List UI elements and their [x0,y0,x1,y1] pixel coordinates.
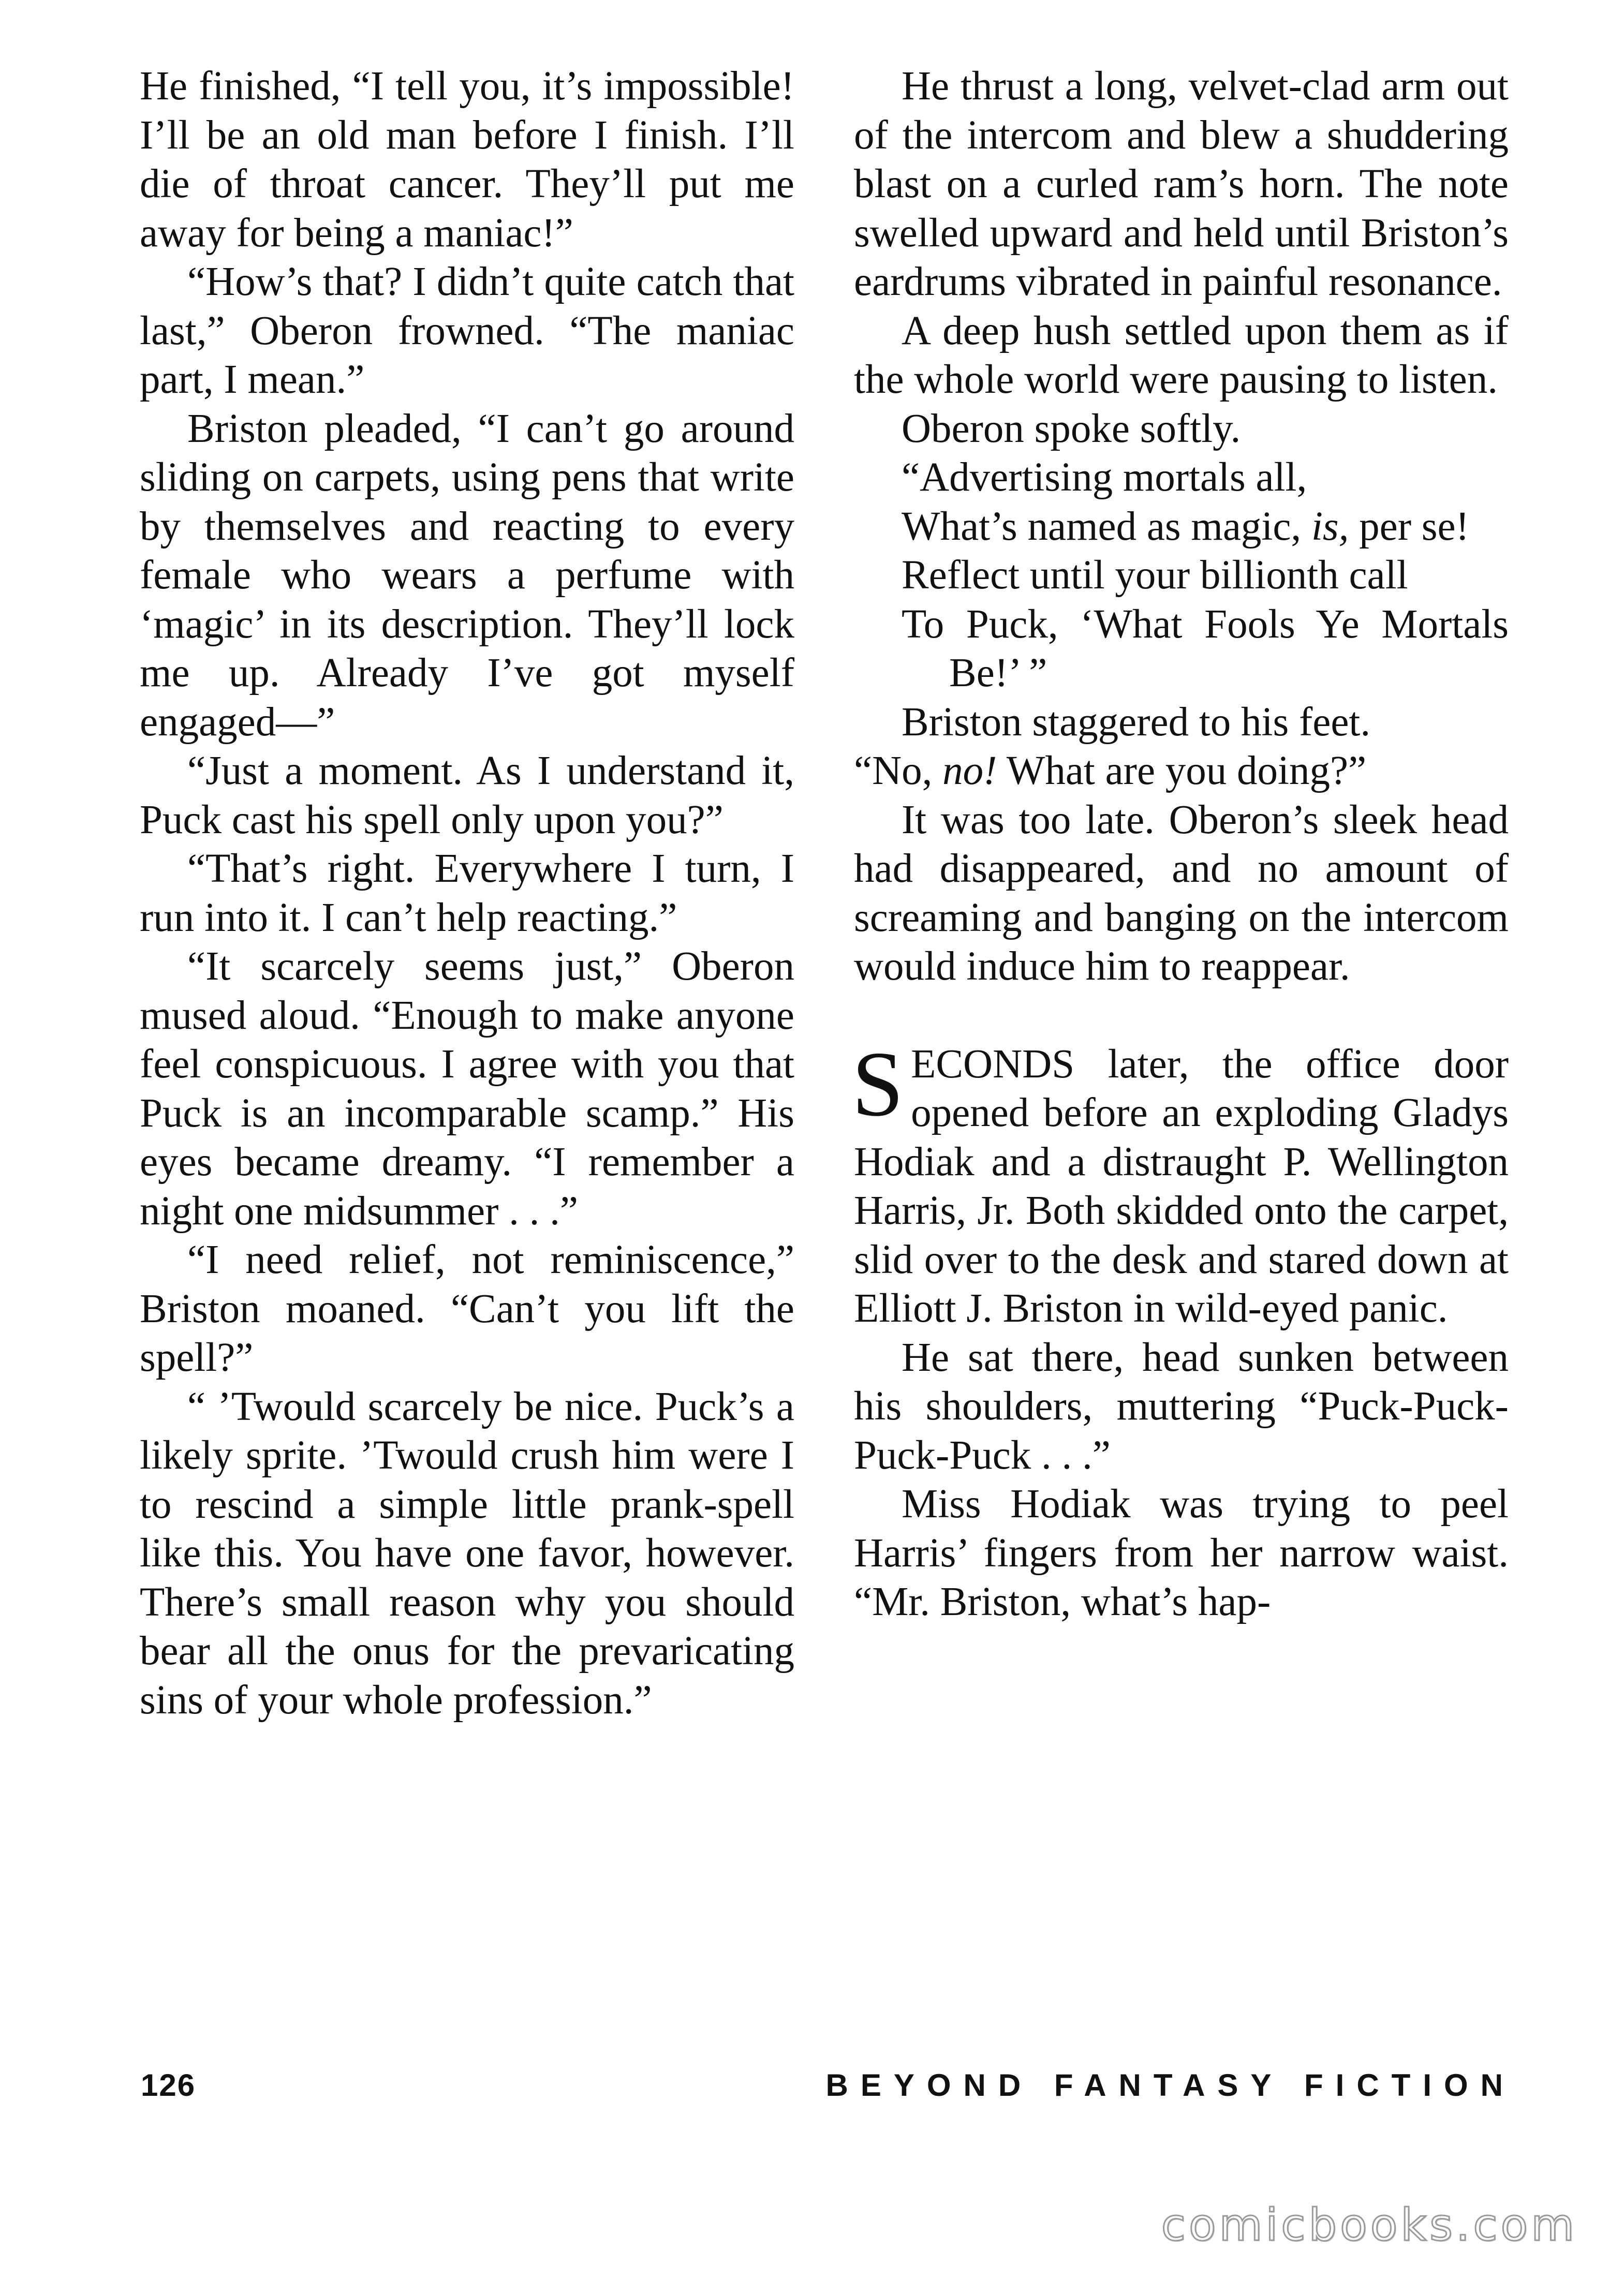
paragraph: Briston pleaded, “I can’t go around sliding on carpets, using pens that write by themselves and reacting to every female who wears a perfume with ‘magic’ in its description. They’ll lock me up. Already I’ve got myself engaged—” [140,406,794,745]
paragraph: A deep hush settled upon them as if the whole world were pausing to listen. [854,308,1509,402]
section-opening-paragraph [852,1032,1509,1334]
right-text-column [854,62,1509,1627]
left-text-column [140,62,794,1725]
text-run: ECONDS later, the office door opened before an exploding Gladys Hodiak and a distraught P. Wellington Harris, Jr. Both skidded onto the carpet, slid over to the desk and stared down at Elliott J. Briston in wild-eyed panic. [854,1041,1509,1331]
page-number: 126 [141,2068,196,2103]
drop-cap: S [852,1032,904,1135]
verse-italic: is, [1311,504,1349,549]
paragraph: “How’s that? I didn’t quite catch that last,” Oberon frowned. “The maniac part, I mean.” [140,259,794,402]
paragraph: “I need relief, not reminiscence,” Briston moaned. “Can’t you lift the spell?” [140,1237,794,1380]
verse-line: Reflect until your billionth call [902,553,1408,598]
verse-line [902,502,1509,552]
paragraph: Briston staggered to his feet. [902,699,1371,745]
watermark-logo: comicbooks.com [1161,2199,1577,2251]
verse-block [854,453,1509,698]
verse-text: per se! [1349,504,1469,549]
text-run: What are you doing?” [997,748,1367,793]
italic-run: no! [942,748,997,793]
paragraph: “It scarcely seems just,” Oberon mused aloud. “Enough to make anyone feel conspicuous. I agree with you that Puck is an incomparable scamp.” His eyes became dreamy. “I remember a night one midsummer . . .” [140,944,794,1234]
verse-text: What’s named as magic, [902,504,1311,549]
magazine-title: BEYOND FANTASY FICTION [825,2068,1515,2103]
verse-line: “Advertising mortals all, [902,455,1307,500]
verse-line: To Puck, ‘What Fools Ye Mortals Be!’ ” [902,601,1509,695]
paragraph: “ ’Twould scarcely be nice. Puck’s a likely sprite. ’Twould crush him were I to rescind a simple little prank-spell like this. You have one favor, however. There’s small reason why you should bear all the onus for the prevaricating sins of your whole profession.” [140,1384,794,1723]
paragraph: He finished, “I tell you, it’s impossible! I’ll be an old man before I finish. I’ll die of throat cancer. They’ll put me away for being a maniac!” [140,64,794,256]
paragraph: He thrust a long, velvet-clad arm out of the intercom and blew a shuddering blast on a curled ram’s horn. The note swelled upward and held until Briston’s eardrums vibrated in painful resonance. [854,64,1509,304]
paragraph: Oberon spoke softly. [902,406,1241,451]
paragraph: Miss Hodiak was trying to peel Harris’ fingers from her narrow waist. “Mr. Briston, what’s hap- [854,1482,1509,1624]
paragraph: He sat there, head sunken between his shoulders, muttering “Puck-Puck-Puck-Puck . . .” [854,1335,1509,1478]
paragraph: “Just a moment. As I understand it, Puck cast his spell only upon you?” [140,748,794,842]
paragraph [854,747,1509,796]
paragraph: “That’s right. Everywhere I turn, I run into it. I can’t help reacting.” [140,846,794,940]
paragraph: It was too late. Oberon’s sleek head had disappeared, and no amount of screaming and banging on the intercom would induce him to reappear. [854,797,1509,989]
text-run: “No, [854,748,943,793]
